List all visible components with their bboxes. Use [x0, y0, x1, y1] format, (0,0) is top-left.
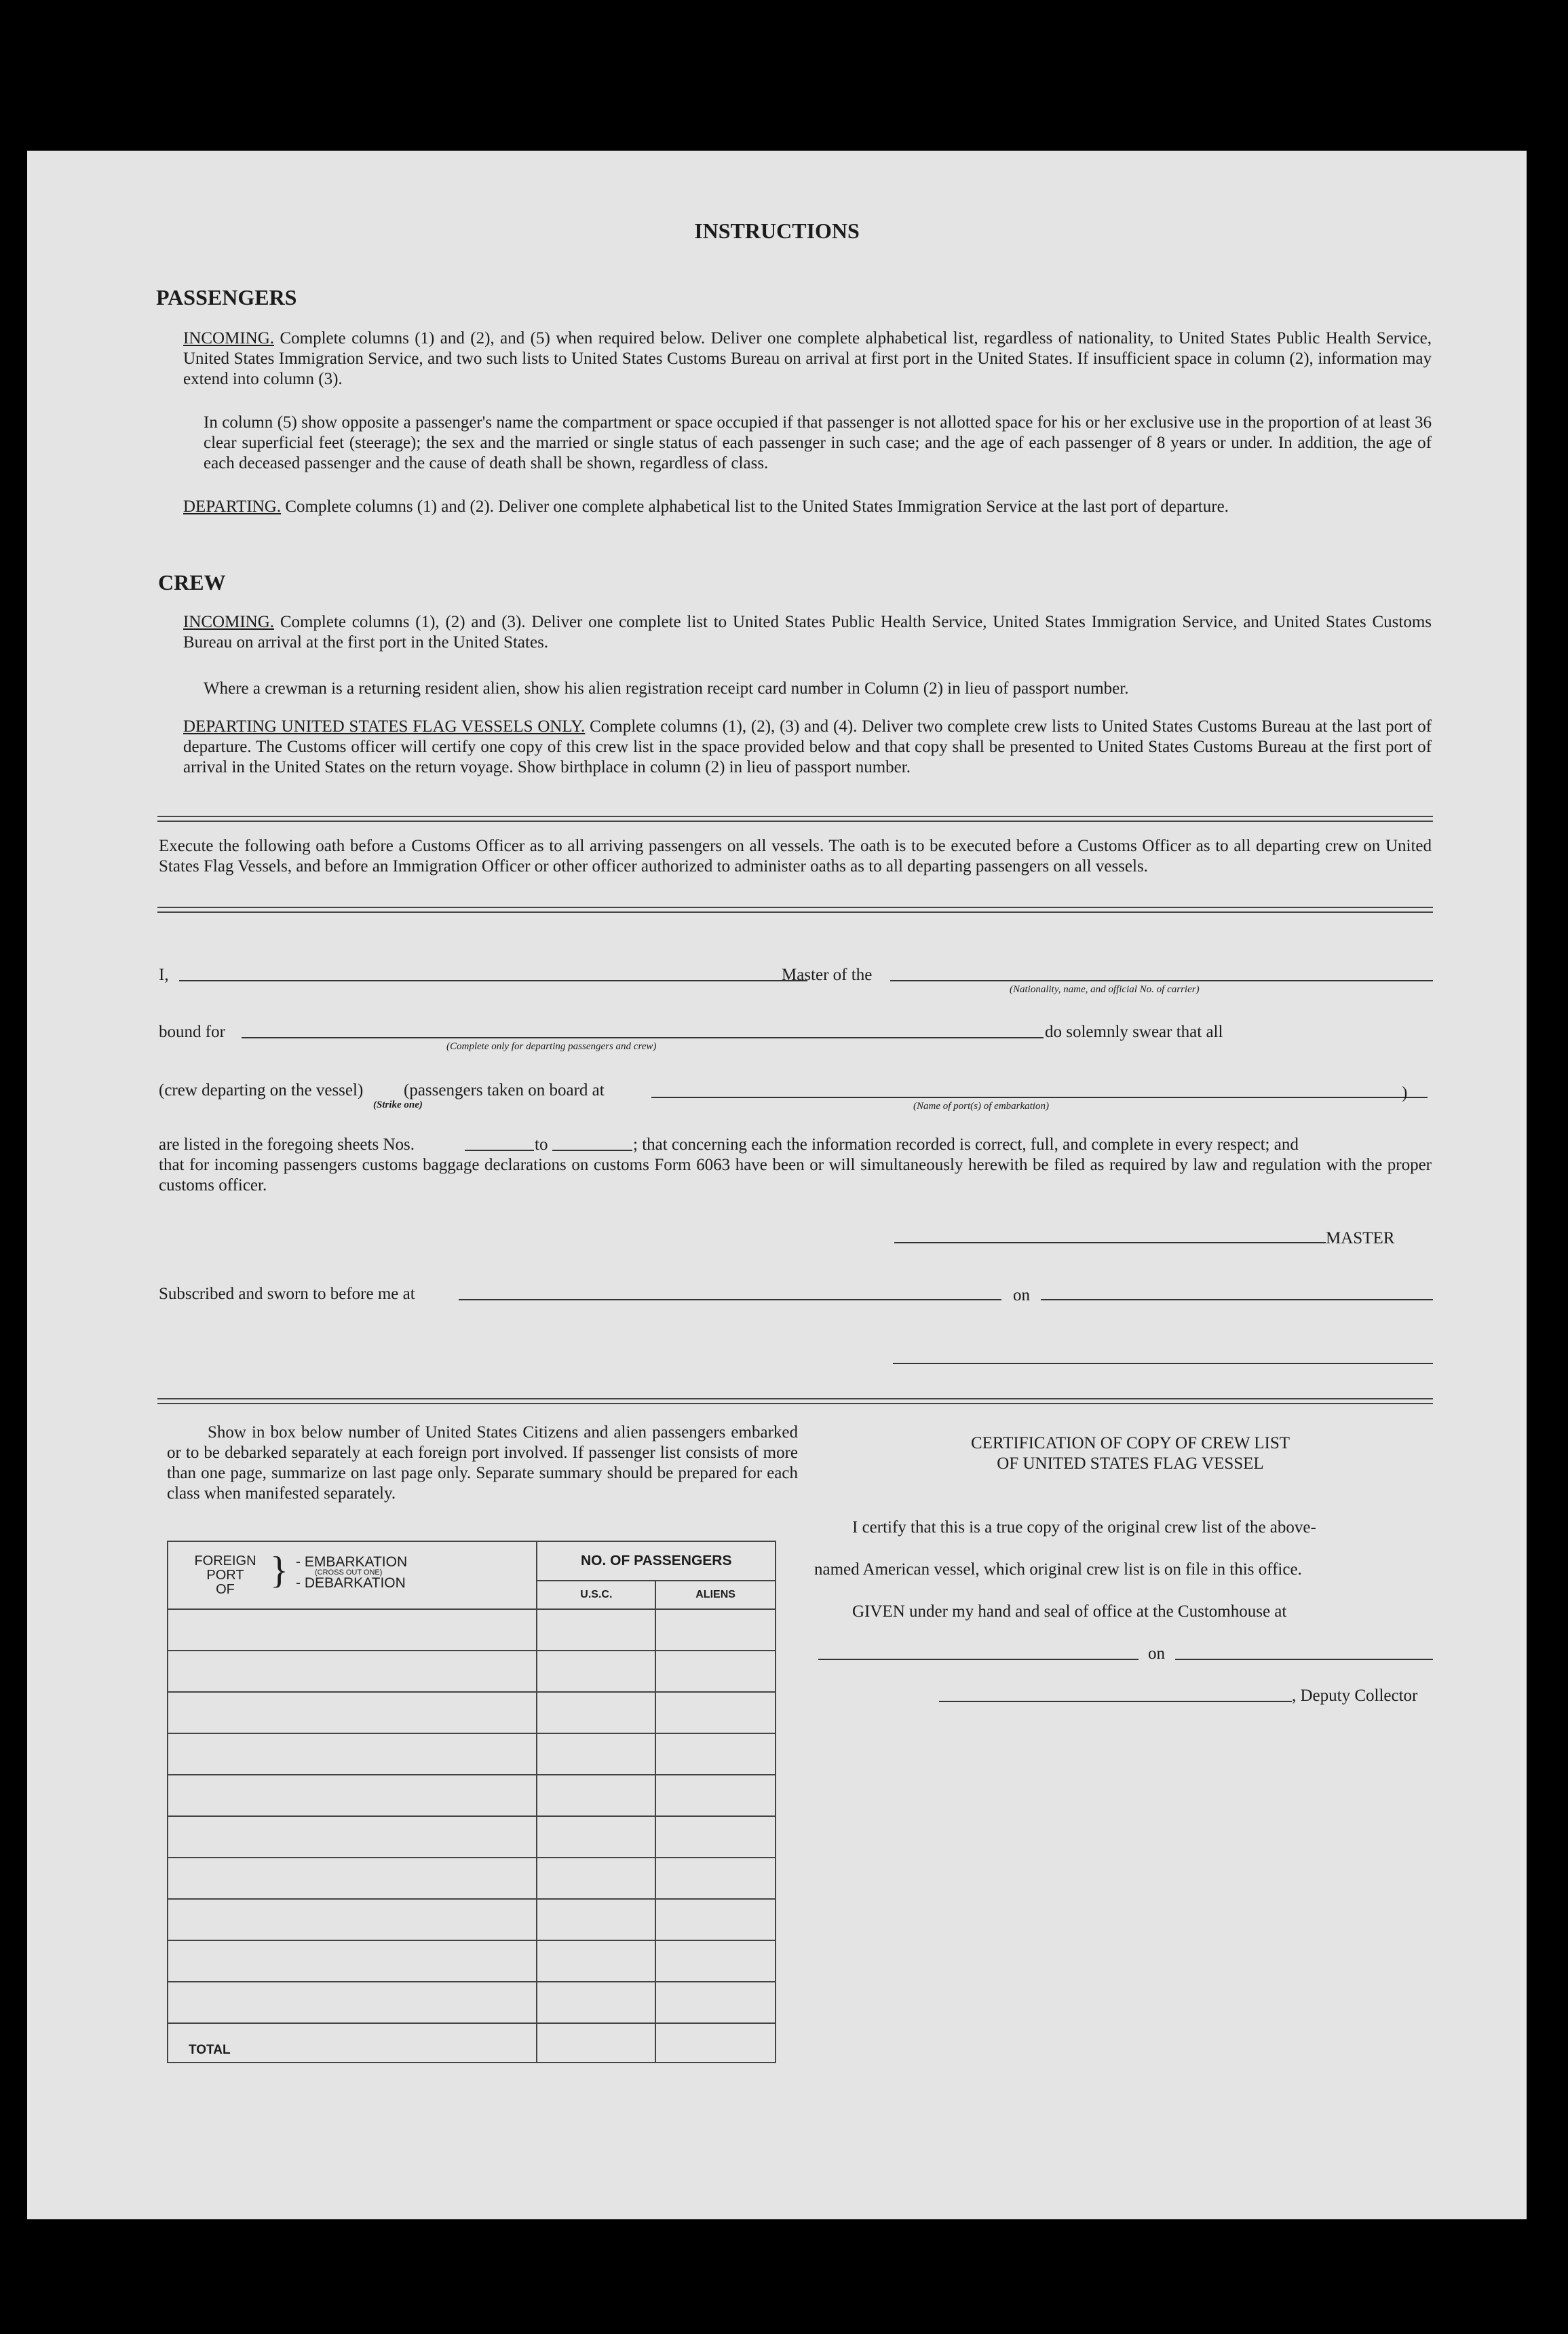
- sworn-date-field[interactable]: [1041, 1299, 1433, 1300]
- crew-resident-alien: Where a crewman is a returning resident alien, show his alien registration receipt card number in Column (2) in lieu of passport number.: [204, 679, 1129, 698]
- crew-departing-option[interactable]: (crew departing on the vessel): [159, 1081, 364, 1099]
- port-label: PORT: [206, 1568, 244, 1583]
- embarkation-hint: (Name of port(s) of embarkation): [913, 1101, 1049, 1112]
- foreign-label: FOREIGN: [194, 1554, 256, 1568]
- port-cell[interactable]: [168, 1651, 537, 1692]
- bound-for-label: bound for: [159, 1023, 225, 1041]
- port-cell[interactable]: [168, 1940, 537, 1982]
- sheet-to-field[interactable]: [552, 1150, 632, 1151]
- passengers-heading: PASSENGERS: [156, 285, 297, 309]
- port-header-cell: [168, 1541, 537, 1609]
- total-row: [168, 2023, 776, 2063]
- aliens-cell[interactable]: [655, 1940, 776, 1982]
- port-cell[interactable]: [168, 1733, 537, 1775]
- aliens-cell[interactable]: [655, 1733, 776, 1775]
- master-of-the-label: Master of the: [782, 966, 873, 984]
- aliens-header: ALIENS: [655, 1581, 776, 1609]
- summary-row: [168, 1940, 776, 1982]
- baggage-declaration-text: that for incoming passengers customs baggage declarations on customs Form 6063 have been or will simultaneously herewith be filed as required by law and regulation with the proper customs officer.: [159, 1156, 1432, 1194]
- master-label: MASTER: [1326, 1229, 1395, 1247]
- deputy-collector-label: , Deputy Collector: [1292, 1687, 1418, 1705]
- cert-date-field[interactable]: [1175, 1659, 1433, 1660]
- carrier-hint: (Nationality, name, and official No. of carrier): [1010, 984, 1200, 995]
- certification-title-line-2: OF UNITED STATES FLAG VESSEL: [997, 1454, 1264, 1473]
- oath-i: I,: [159, 966, 169, 984]
- sworn-place-field[interactable]: [459, 1299, 1001, 1300]
- crew-incoming-text: Complete columns (1), (2) and (3). Deliver one complete list to United States Public Health Service, United States Immigration Service, and United States Customs Bureau on arrival at the first port in the United States.: [183, 613, 1432, 652]
- summary-row: [168, 1775, 776, 1816]
- port-cell[interactable]: [168, 1816, 537, 1858]
- port-cell[interactable]: [168, 1982, 537, 2023]
- aliens-cell[interactable]: [655, 1609, 776, 1651]
- summary-row: [168, 1816, 776, 1858]
- embarkation-option[interactable]: - EMBARKATION: [296, 1554, 408, 1570]
- aliens-cell[interactable]: [655, 1775, 776, 1816]
- port-cell[interactable]: [168, 1775, 537, 1816]
- total-label: TOTAL: [168, 2023, 537, 2063]
- certify-line-2: named American vessel, which original crew list is on file in this office.: [814, 1560, 1302, 1579]
- summary-rows: [168, 1609, 776, 2023]
- aliens-cell[interactable]: [655, 1858, 776, 1899]
- crew-departing-label: DEPARTING UNITED STATES FLAG VESSELS ONLY.: [183, 717, 586, 736]
- to-label: to: [535, 1135, 548, 1154]
- passengers-incoming-text: Complete columns (1) and (2), and (5) when required below. Deliver one complete alphabetical list, regardless of nationality, to United States Public Health Service, United States Immigration Service, and two such lists to United States Customs Bureau on arrival at first port in the United States. If insufficient space in column (2), information may extend into column (3).: [183, 329, 1432, 388]
- crew-departing-text: Complete columns (1), (2), (3) and (4). Deliver two complete crew lists to United States Customs Bureau at the last port of departure. The Customs officer will certify one copy of this crew list in the space provided below and that copy shall be presented to United States Customs Bureau at the first port of arrival in the United States on the return voyage. Show birthplace in column (2) in lieu of passport number.: [183, 717, 1432, 776]
- summary-row: [168, 1609, 776, 1651]
- crew-departing: [183, 717, 1432, 778]
- divider: [157, 816, 1433, 822]
- debarkation-option[interactable]: - DEBARKATION: [296, 1575, 406, 1591]
- listed-sheets-text-2: ; that concerning each the information recorded is correct, full, and complete in every respect; and: [633, 1135, 1299, 1154]
- usc-cell[interactable]: [537, 1982, 655, 2023]
- crew-incoming-label: INCOMING.: [183, 613, 275, 631]
- usc-cell[interactable]: [537, 1858, 655, 1899]
- summary-row: [168, 1692, 776, 1733]
- port-cell[interactable]: [168, 1609, 537, 1651]
- sworn-on-label: on: [1013, 1286, 1030, 1304]
- passengers-incoming: [183, 328, 1432, 390]
- total-usc-cell[interactable]: [537, 2023, 655, 2063]
- officer-signature-field[interactable]: [893, 1363, 1433, 1364]
- aliens-cell[interactable]: [655, 1899, 776, 1940]
- passenger-summary-table: [167, 1541, 776, 2063]
- form-sheet: [27, 151, 1527, 2219]
- strike-hint: (Strike one): [373, 1099, 423, 1110]
- swear-text: do solemnly swear that all: [1045, 1023, 1223, 1041]
- usc-cell[interactable]: [537, 1609, 655, 1651]
- divider: [157, 907, 1433, 913]
- port-cell[interactable]: [168, 1858, 537, 1899]
- total-aliens-cell[interactable]: [655, 2023, 776, 2063]
- port-cell[interactable]: [168, 1899, 537, 1940]
- brace-icon: }: [270, 1549, 288, 1592]
- passengers-incoming-label: INCOMING.: [183, 329, 275, 347]
- usc-header: U.S.C.: [537, 1581, 655, 1609]
- aliens-cell[interactable]: [655, 1816, 776, 1858]
- usc-cell[interactable]: [537, 1733, 655, 1775]
- embark-debark-options: [296, 1556, 407, 1590]
- certification-title: [825, 1433, 1436, 1474]
- passengers-taken-option[interactable]: (passengers taken on board at: [404, 1081, 605, 1099]
- summary-row: [168, 1733, 776, 1775]
- aliens-cell[interactable]: [655, 1692, 776, 1733]
- cert-on-label: on: [1148, 1644, 1165, 1663]
- no-of-passengers-header: NO. OF PASSENGERS: [537, 1541, 776, 1581]
- certify-line-1: I certify that this is a true copy of the original crew list of the above-: [852, 1518, 1316, 1537]
- aliens-cell[interactable]: [655, 1982, 776, 2023]
- summary-instructions: Show in box below number of United States Citizens and alien passengers embarked or to be debarked separately at each foreign port involved. If passenger list consists of more than one page, summarize on last page only. Separate summary should be prepared for each class when manifested separately.: [167, 1423, 798, 1503]
- summary-row: [168, 1858, 776, 1899]
- embarkation-port-field[interactable]: [651, 1097, 1428, 1098]
- sheet-from-field[interactable]: [465, 1150, 534, 1151]
- summary-row: [168, 1982, 776, 2023]
- bound-for-field[interactable]: [242, 1037, 1044, 1038]
- port-cell[interactable]: [168, 1692, 537, 1733]
- page-title: INSTRUCTIONS: [694, 219, 860, 243]
- listed-sheets-text: are listed in the foregoing sheets Nos.: [159, 1135, 415, 1154]
- close-paren: ): [1402, 1084, 1408, 1102]
- oath-intro: Execute the following oath before a Customs Officer as to all arriving passengers on all vessels. The oath is to be executed before a Customs Officer as to all departing crew on United States Flag Vessels, and before an Immigration Officer or other officer authorized to administer oaths as to all departing passengers on all vessels.: [159, 837, 1432, 876]
- master-signature-field[interactable]: [894, 1242, 1326, 1243]
- master-name-field[interactable]: [179, 980, 807, 981]
- subscribed-label: Subscribed and sworn to before me at: [159, 1285, 415, 1303]
- summary-row: [168, 1899, 776, 1940]
- customhouse-field[interactable]: [818, 1659, 1139, 1660]
- crew-incoming: [183, 612, 1432, 653]
- carrier-field[interactable]: [890, 980, 1433, 981]
- divider: [157, 1398, 1433, 1404]
- passengers-departing-text: Complete columns (1) and (2). Deliver one complete alphabetical list to the United States Immigration Service at the last port of departure.: [285, 497, 1229, 516]
- passengers-departing-label: DEPARTING.: [183, 497, 282, 516]
- foreign-port-of: [191, 1554, 259, 1597]
- crew-heading: CREW: [158, 570, 226, 595]
- usc-cell[interactable]: [537, 1899, 655, 1940]
- usc-cell[interactable]: [537, 1816, 655, 1858]
- given-line: GIVEN under my hand and seal of office at the Customhouse at: [852, 1602, 1287, 1621]
- usc-cell[interactable]: [537, 1940, 655, 1982]
- deputy-signature-field[interactable]: [939, 1701, 1292, 1702]
- usc-cell[interactable]: [537, 1692, 655, 1733]
- passengers-column5: In column (5) show opposite a passenger's name the compartment or space occupied if that passenger is not allotted space for his or her exclusive use in the proportion of at least 36 clear superficial feet (steerage); the sex and the married or single status of each passenger in such case; and the age of each passenger of 8 years or under. In addition, the age of each deceased passenger and the cause of death shall be shown, regardless of class.: [204, 413, 1432, 472]
- cross-out-hint: (CROSS OUT ONE): [315, 1568, 383, 1577]
- usc-cell[interactable]: [537, 1651, 655, 1692]
- certification-title-line-1: CERTIFICATION OF COPY OF CREW LIST: [970, 1434, 1290, 1452]
- summary-row: [168, 1651, 776, 1692]
- passengers-departing: [183, 497, 1432, 517]
- of-label: OF: [216, 1582, 235, 1597]
- usc-cell[interactable]: [537, 1775, 655, 1816]
- bound-for-hint: (Complete only for departing passengers and crew): [446, 1041, 657, 1052]
- aliens-cell[interactable]: [655, 1651, 776, 1692]
